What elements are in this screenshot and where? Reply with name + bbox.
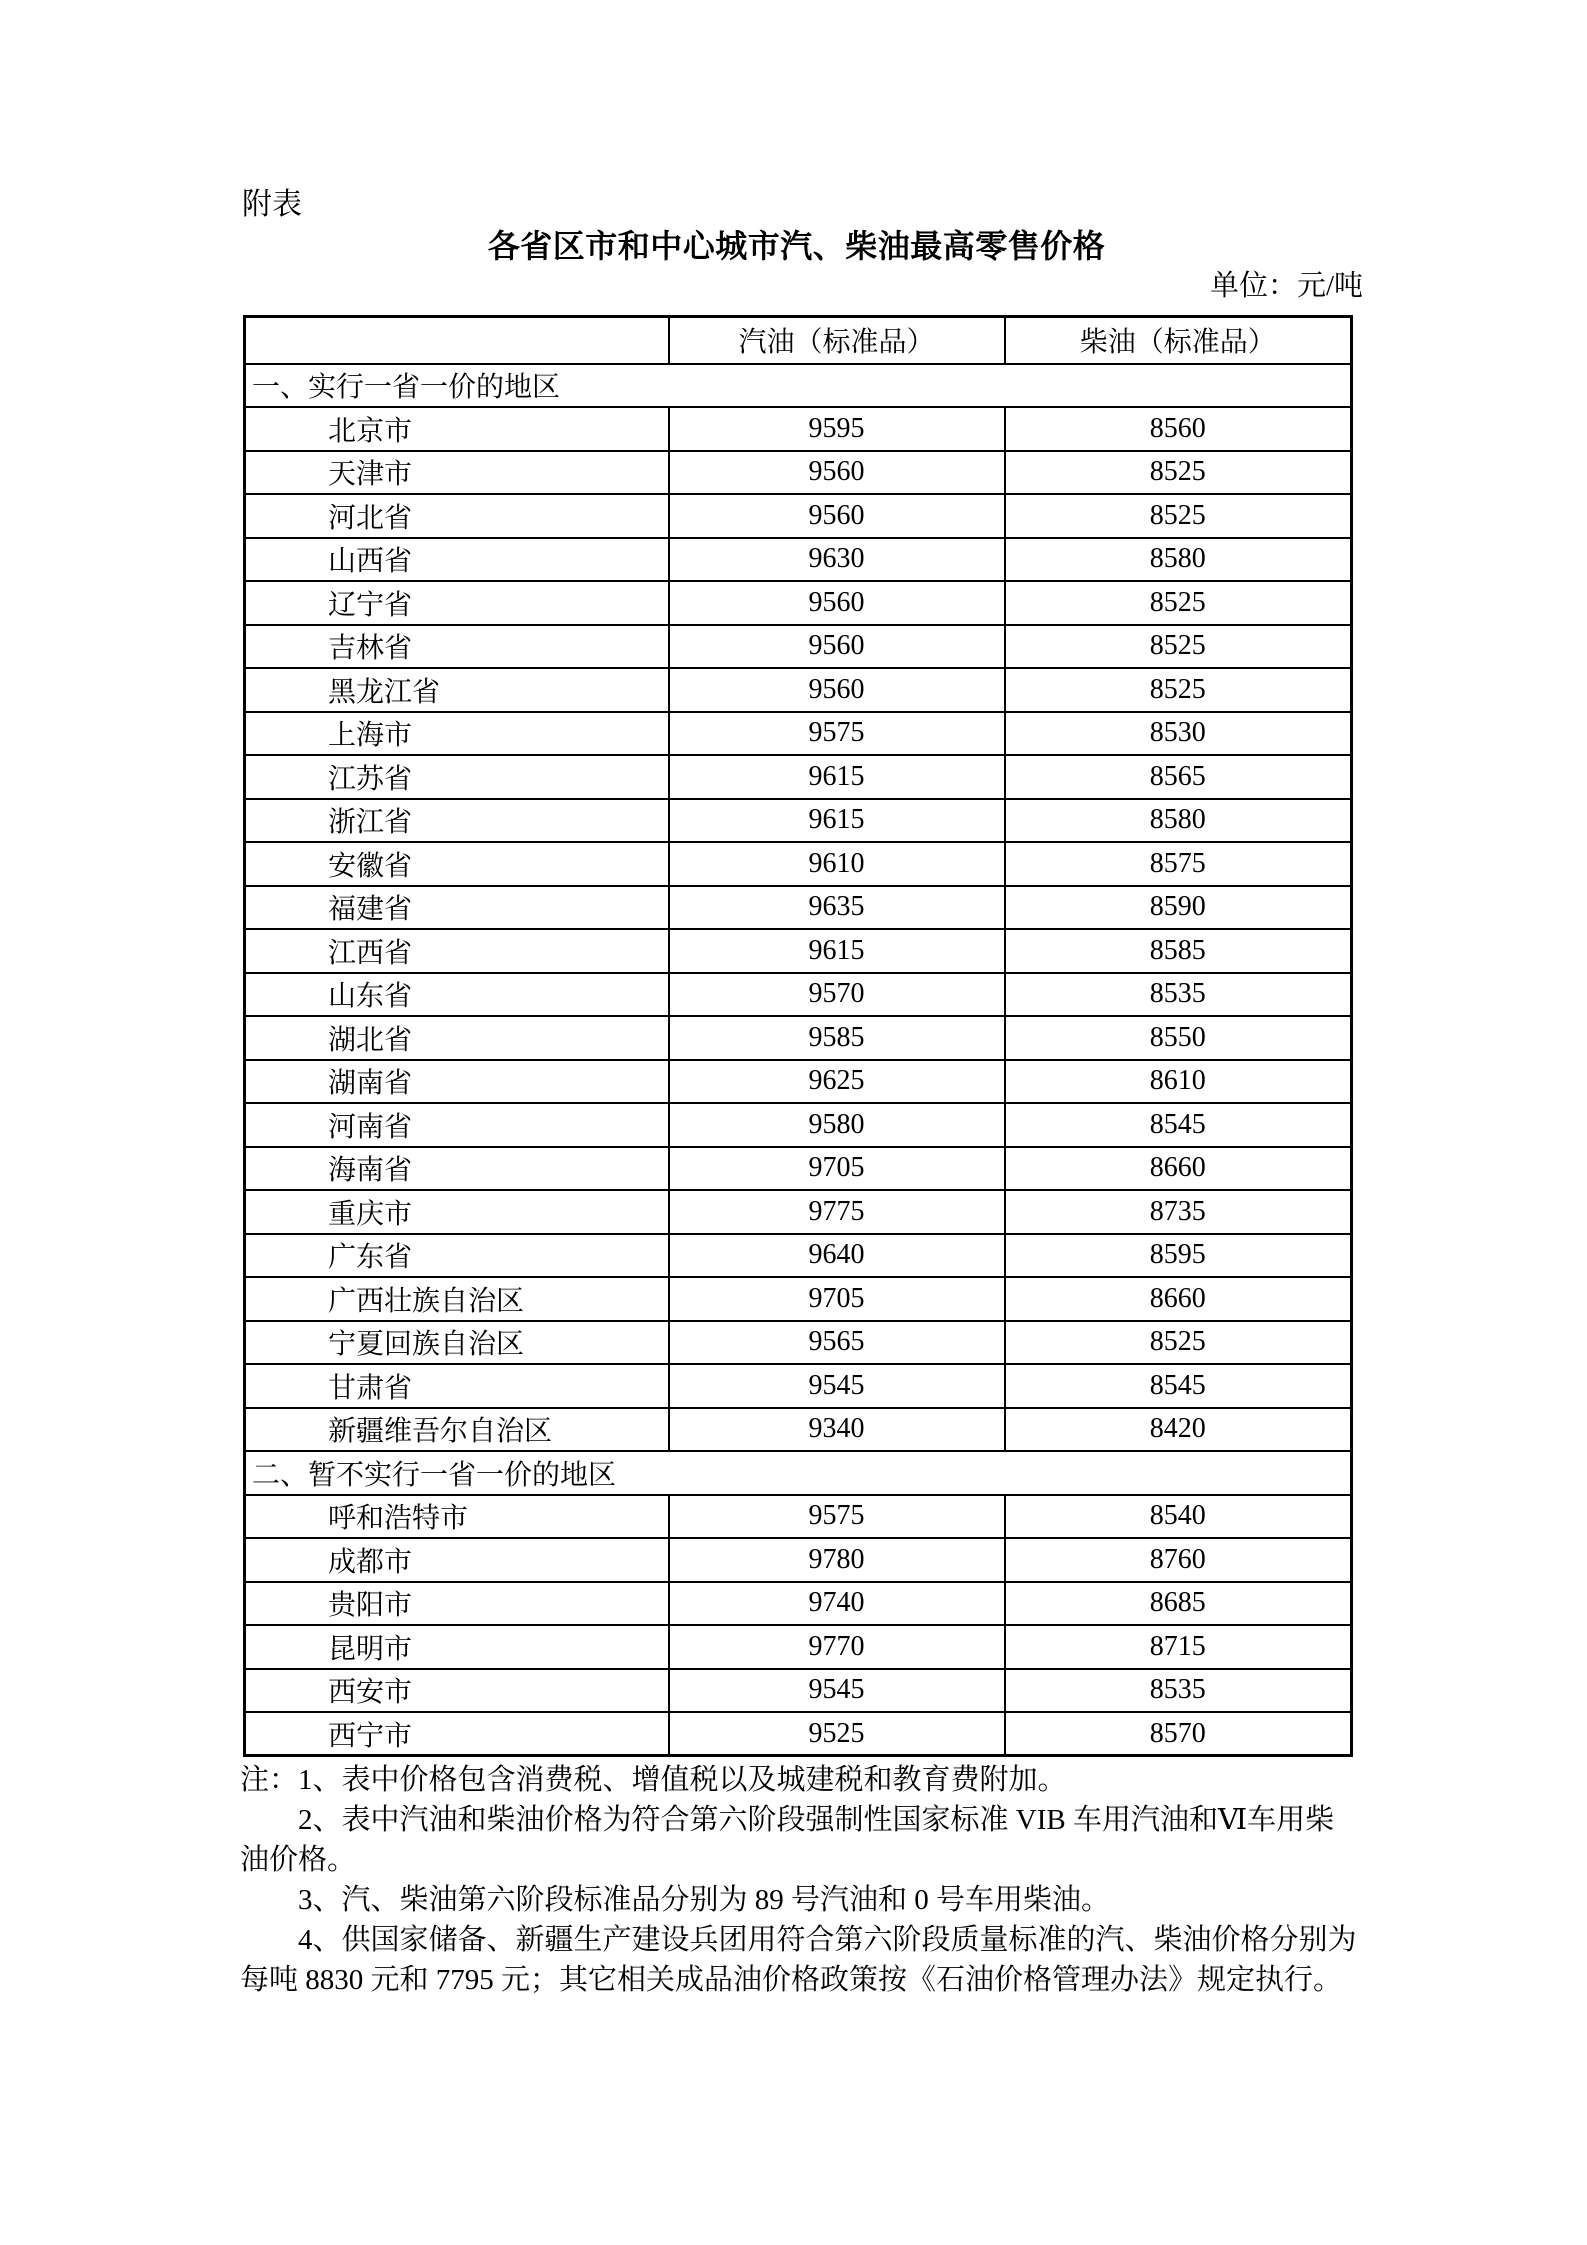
column-header-gasoline: 汽油（标准品） (669, 317, 1005, 364)
gasoline-price-cell: 9560 (669, 494, 1005, 538)
gasoline-price-cell: 9615 (669, 929, 1005, 973)
gasoline-price-cell: 9625 (669, 1060, 1005, 1104)
diesel-price-cell: 8420 (1005, 1408, 1352, 1452)
table-row (245, 1190, 1352, 1234)
table-row (245, 1495, 1352, 1539)
region-cell: 辽宁省 (245, 581, 669, 625)
gasoline-price-cell: 9640 (669, 1234, 1005, 1278)
region-cell: 重庆市 (245, 1190, 669, 1234)
table-row (245, 668, 1352, 712)
table-row (245, 712, 1352, 756)
gasoline-price-cell: 9610 (669, 842, 1005, 886)
region-cell: 新疆维吾尔自治区 (245, 1408, 669, 1452)
appendix-label: 附表 (242, 188, 302, 221)
diesel-price-cell: 8530 (1005, 712, 1352, 756)
diesel-price-cell: 8525 (1005, 668, 1352, 712)
diesel-price-cell: 8545 (1005, 1364, 1352, 1408)
region-cell: 福建省 (245, 886, 669, 930)
diesel-price-cell: 8525 (1005, 625, 1352, 669)
gasoline-price-cell: 9630 (669, 538, 1005, 582)
diesel-price-cell: 8550 (1005, 1016, 1352, 1060)
gasoline-price-cell: 9585 (669, 1016, 1005, 1060)
table-row (245, 799, 1352, 843)
table-row (245, 1364, 1352, 1408)
gasoline-price-cell: 9615 (669, 755, 1005, 799)
table-row (245, 1321, 1352, 1365)
note-paragraph: 4、供国家储备、新疆生产建设兵团用符合第六阶段质量标准的汽、柴油价格分别为每吨 8830 元和 7795 元；其它相关成品油价格政策按《石油价格管理办法》规定执行。 (240, 1924, 1357, 1996)
gasoline-price-cell: 9575 (669, 712, 1005, 756)
region-cell: 贵阳市 (245, 1582, 669, 1626)
region-cell: 河北省 (245, 494, 669, 538)
table-row (245, 1277, 1352, 1321)
diesel-price-cell: 8660 (1005, 1147, 1352, 1191)
table-row (245, 1582, 1352, 1626)
region-cell: 湖北省 (245, 1016, 669, 1060)
table-row (245, 929, 1352, 973)
region-cell: 江西省 (245, 929, 669, 973)
note-paragraph: 注：1、表中价格包含消费税、增值税以及城建税和教育费附加。 (240, 1764, 1067, 1796)
region-cell: 上海市 (245, 712, 669, 756)
column-header-diesel: 柴油（标准品） (1005, 317, 1352, 364)
section-header-row (245, 1451, 1352, 1495)
table-row (245, 581, 1352, 625)
section-header-row (245, 364, 1352, 408)
gasoline-price-cell: 9775 (669, 1190, 1005, 1234)
gasoline-price-cell: 9705 (669, 1147, 1005, 1191)
gasoline-price-cell: 9340 (669, 1408, 1005, 1452)
gasoline-price-cell: 9575 (669, 1495, 1005, 1539)
diesel-price-cell: 8580 (1005, 538, 1352, 582)
diesel-price-cell: 8685 (1005, 1582, 1352, 1626)
gasoline-price-cell: 9560 (669, 668, 1005, 712)
region-cell: 天津市 (245, 451, 669, 495)
table-header-row (245, 317, 1352, 364)
unit-label: 单位：元/吨 (1209, 270, 1363, 302)
diesel-price-cell: 8735 (1005, 1190, 1352, 1234)
diesel-price-cell: 8575 (1005, 842, 1352, 886)
diesel-price-cell: 8590 (1005, 886, 1352, 930)
diesel-price-cell: 8525 (1005, 451, 1352, 495)
gasoline-price-cell: 9580 (669, 1103, 1005, 1147)
table-row (245, 494, 1352, 538)
region-cell: 浙江省 (245, 799, 669, 843)
diesel-price-cell: 8540 (1005, 1495, 1352, 1539)
region-cell: 海南省 (245, 1147, 669, 1191)
table-row (245, 973, 1352, 1017)
diesel-price-cell: 8660 (1005, 1277, 1352, 1321)
region-cell: 吉林省 (245, 625, 669, 669)
table-row (245, 538, 1352, 582)
gasoline-price-cell: 9525 (669, 1712, 1005, 1756)
diesel-price-cell: 8560 (1005, 407, 1352, 451)
table-row (245, 625, 1352, 669)
section-header-cell: 一、实行一省一价的地区 (245, 364, 1352, 408)
table-row (245, 1408, 1352, 1452)
region-cell: 广东省 (245, 1234, 669, 1278)
table-row (245, 1060, 1352, 1104)
table-row (245, 1712, 1352, 1756)
region-cell: 黑龙江省 (245, 668, 669, 712)
diesel-price-cell: 8580 (1005, 799, 1352, 843)
table-row (245, 886, 1352, 930)
region-cell: 广西壮族自治区 (245, 1277, 669, 1321)
diesel-price-cell: 8595 (1005, 1234, 1352, 1278)
table-row (245, 1016, 1352, 1060)
diesel-price-cell: 8525 (1005, 1321, 1352, 1365)
document-title: 各省区市和中心城市汽、柴油最高零售价格 (487, 228, 1106, 264)
gasoline-price-cell: 9615 (669, 799, 1005, 843)
region-cell: 山西省 (245, 538, 669, 582)
gasoline-price-cell: 9545 (669, 1364, 1005, 1408)
region-cell: 北京市 (245, 407, 669, 451)
diesel-price-cell: 8715 (1005, 1625, 1352, 1669)
table-row (245, 1538, 1352, 1582)
gasoline-price-cell: 9560 (669, 625, 1005, 669)
region-cell: 呼和浩特市 (245, 1495, 669, 1539)
region-cell: 河南省 (245, 1103, 669, 1147)
gasoline-price-cell: 9595 (669, 407, 1005, 451)
region-cell: 宁夏回族自治区 (245, 1321, 669, 1365)
gasoline-price-cell: 9635 (669, 886, 1005, 930)
notes (240, 1760, 1362, 2000)
region-cell: 西宁市 (245, 1712, 669, 1756)
section-header-cell: 二、暂不实行一省一价的地区 (245, 1451, 1352, 1495)
gasoline-price-cell: 9565 (669, 1321, 1005, 1365)
table-row (245, 1103, 1352, 1147)
gasoline-price-cell: 9780 (669, 1538, 1005, 1582)
diesel-price-cell: 8565 (1005, 755, 1352, 799)
diesel-price-cell: 8585 (1005, 929, 1352, 973)
table-row (245, 451, 1352, 495)
region-cell: 山东省 (245, 973, 669, 1017)
diesel-price-cell: 8525 (1005, 494, 1352, 538)
region-cell: 成都市 (245, 1538, 669, 1582)
gasoline-price-cell: 9545 (669, 1669, 1005, 1713)
region-cell: 安徽省 (245, 842, 669, 886)
table-row (245, 1147, 1352, 1191)
note-paragraph: 2、表中汽油和柴油价格为符合第六阶段强制性国家标准 VIB 车用汽油和Ⅵ车用柴油价格。 (240, 1804, 1335, 1876)
diesel-price-cell: 8525 (1005, 581, 1352, 625)
diesel-price-cell: 8570 (1005, 1712, 1352, 1756)
table-row (245, 755, 1352, 799)
diesel-price-cell: 8535 (1005, 973, 1352, 1017)
table-row (245, 1234, 1352, 1278)
gasoline-price-cell: 9570 (669, 973, 1005, 1017)
diesel-price-cell: 8545 (1005, 1103, 1352, 1147)
gasoline-price-cell: 9740 (669, 1582, 1005, 1626)
gasoline-price-cell: 9770 (669, 1625, 1005, 1669)
gasoline-price-cell: 9560 (669, 581, 1005, 625)
column-header-region (245, 317, 669, 364)
region-cell: 湖南省 (245, 1060, 669, 1104)
gasoline-price-cell: 9560 (669, 451, 1005, 495)
table-row (245, 407, 1352, 451)
price-table (243, 315, 1353, 1757)
table-row (245, 1669, 1352, 1713)
table-row (245, 842, 1352, 886)
table-row (245, 1625, 1352, 1669)
note-paragraph: 3、汽、柴油第六阶段标准品分别为 89 号汽油和 0 号车用柴油。 (298, 1884, 1111, 1916)
region-cell: 西安市 (245, 1669, 669, 1713)
region-cell: 江苏省 (245, 755, 669, 799)
diesel-price-cell: 8535 (1005, 1669, 1352, 1713)
region-cell: 甘肃省 (245, 1364, 669, 1408)
diesel-price-cell: 8760 (1005, 1538, 1352, 1582)
diesel-price-cell: 8610 (1005, 1060, 1352, 1104)
region-cell: 昆明市 (245, 1625, 669, 1669)
gasoline-price-cell: 9705 (669, 1277, 1005, 1321)
